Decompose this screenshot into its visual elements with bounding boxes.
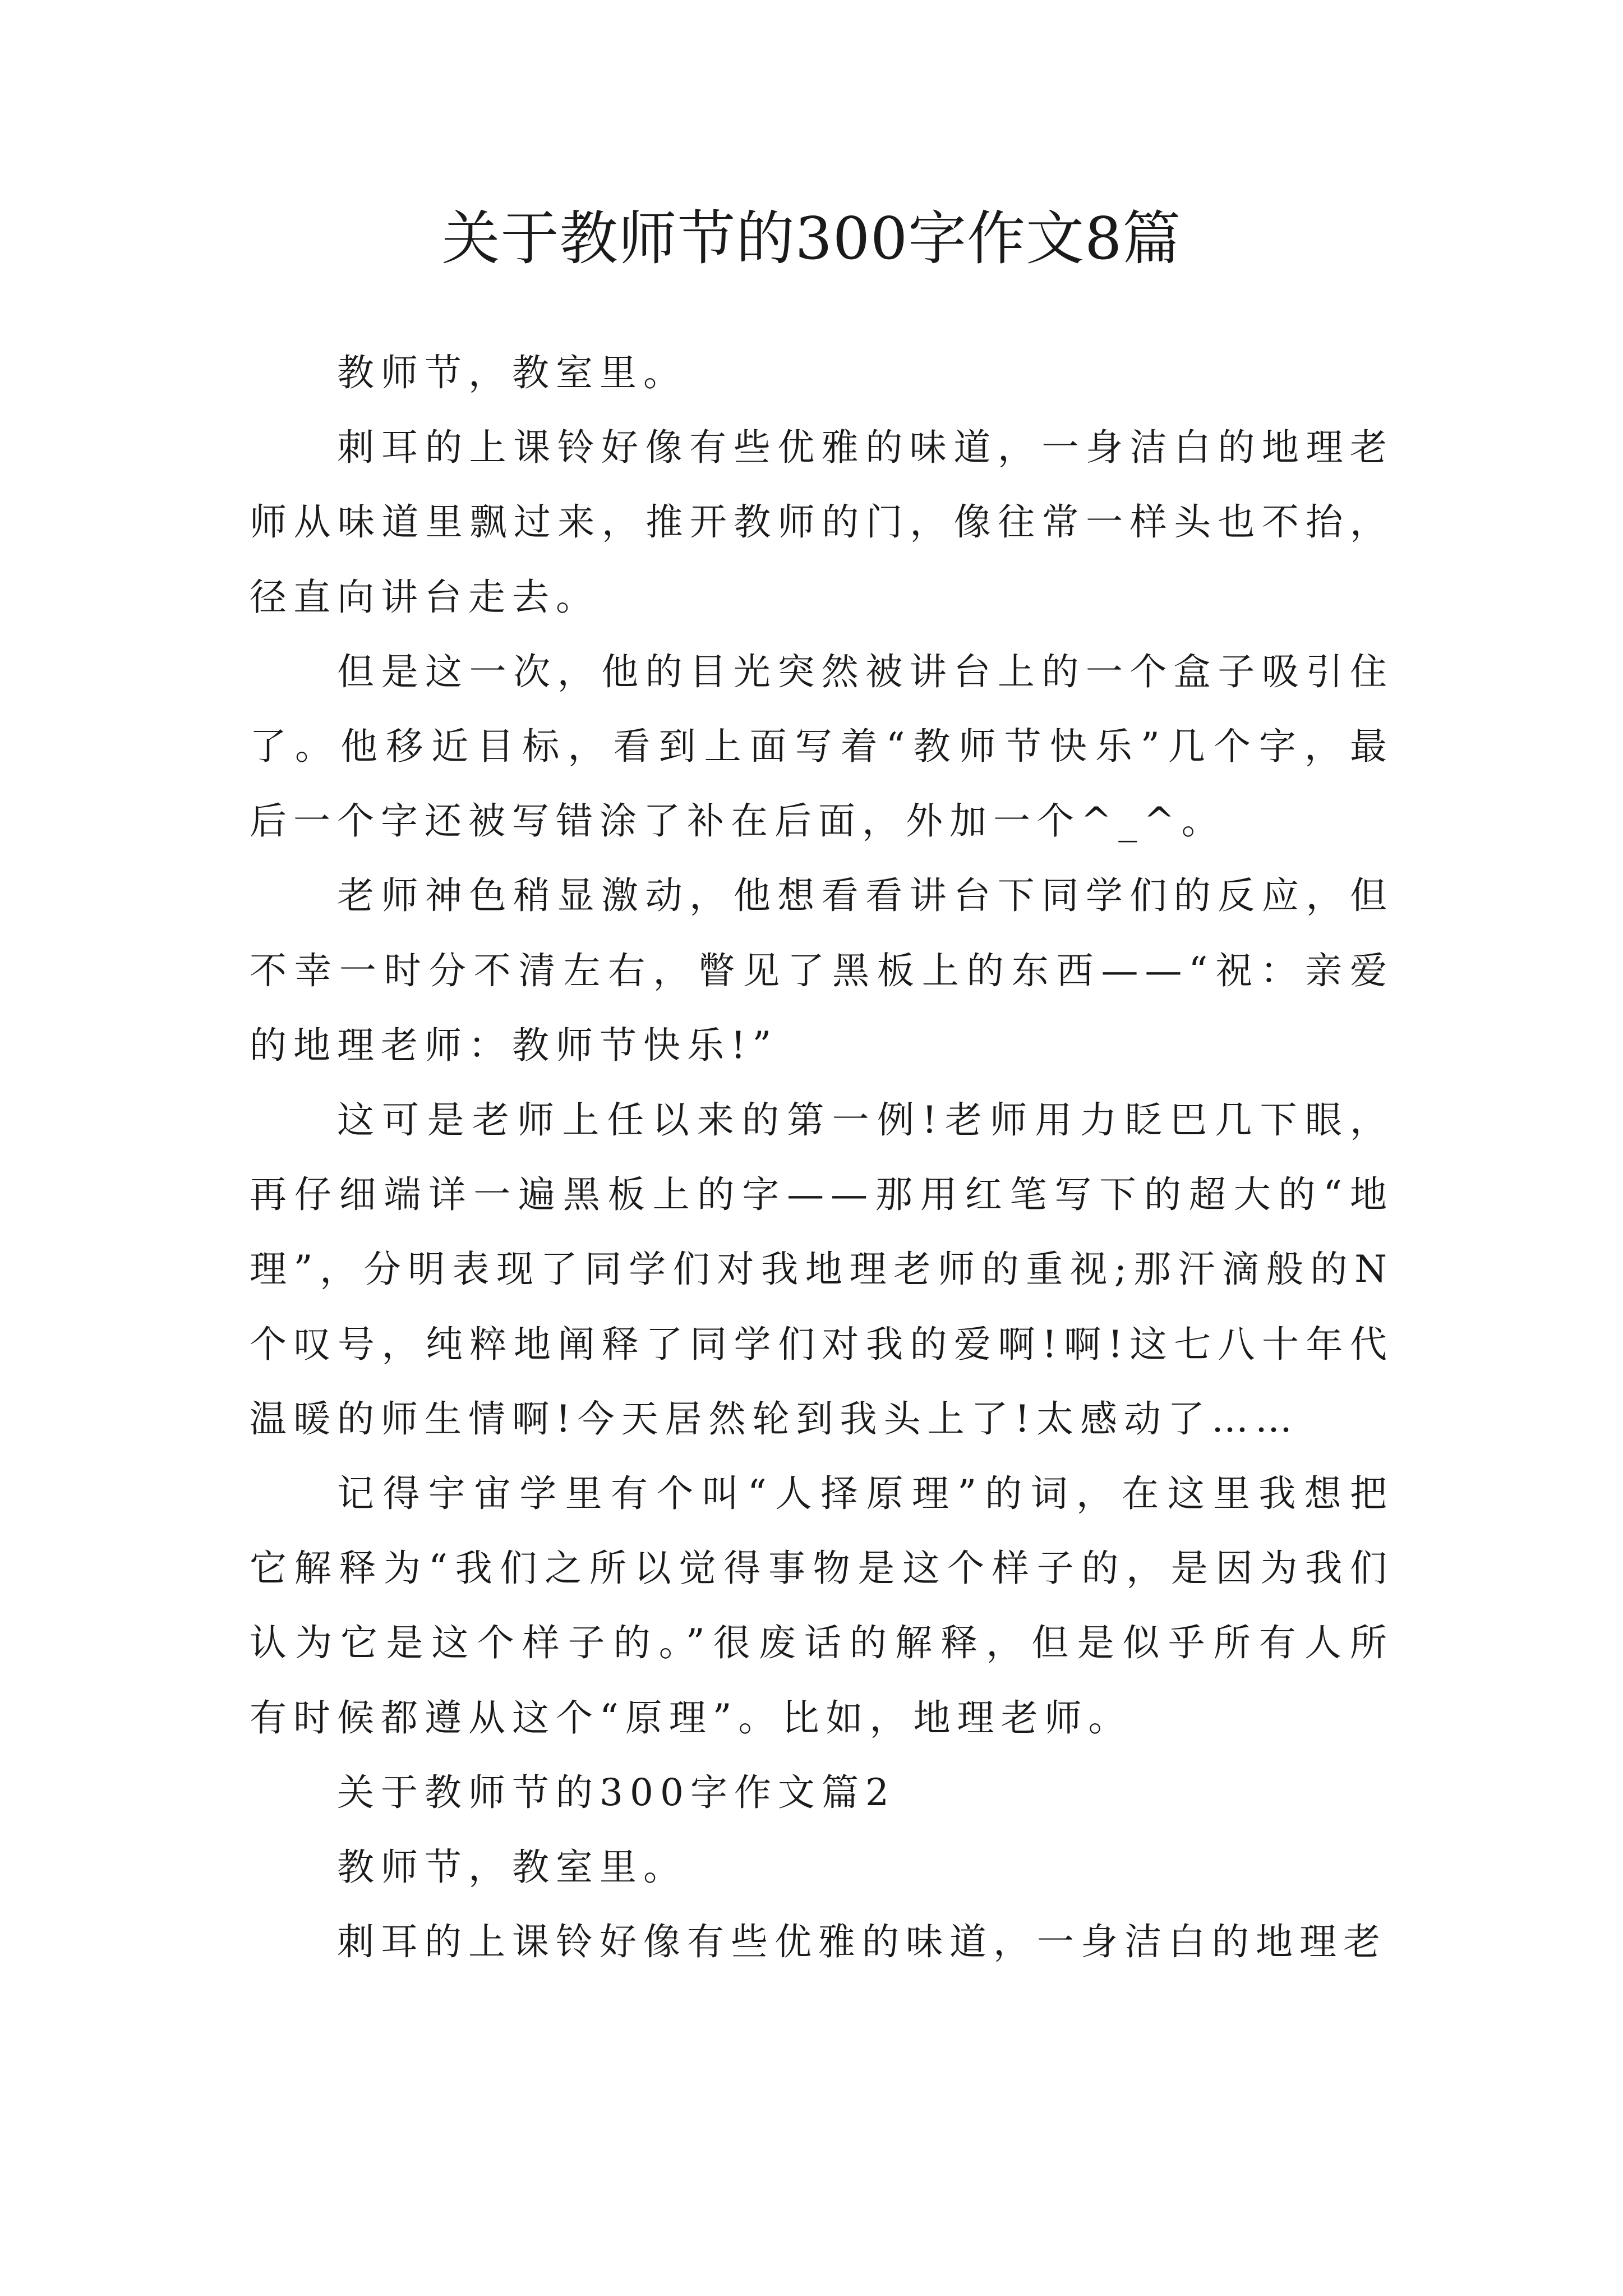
paragraph: 教师节，教室里。 <box>337 1846 687 1889</box>
paragraph: 但是这一次，他的目光突然被讲台上的一个盒子吸引住了。他移近目标，看到上面写着“教师节快乐”几个字，最后一个字还被写错涂了补在后面，外加一个^_^。 <box>250 650 1394 843</box>
document-body <box>250 335 1394 1979</box>
paragraph: 老师神色稍显激动，他想看看讲台下同学们的反应，但不幸一时分不清左右，瞥见了黑板上的东西——“祝：亲爱的地理老师：教师节快乐!” <box>250 874 1394 1067</box>
section-heading: 关于教师节的300字作文篇2 <box>337 1770 896 1814</box>
paragraph: 刺耳的上课铃好像有些优雅的味道，一身洁白的地理老师从味道里飘过来，推开教师的门，像往常一样头也不抬，径直向讲台走去。 <box>250 426 1394 619</box>
paragraph: 记得宇宙学里有个叫“人择原理”的词，在这里我想把它解释为“我们之所以觉得事物是这个样子的，是因为我们认为它是这个样子的。”很废话的解释，但是似乎所有人所有时候都遵从这个“原理”。比如，地理老师。 <box>250 1472 1394 1740</box>
paragraph: 教师节，教室里。 <box>337 351 687 394</box>
paragraph: 这可是老师上任以来的第一例!老师用力眨巴几下眼，再仔细端详一遍黑板上的字——那用红笔写下的超大的“地理”，分明表现了同学们对我地理老师的重视;那汗滴般的N个叹号，纯粹地阐释了同学们对我的爱啊!啊!这七八十年代温暖的师生情啊!今天居然轮到我头上了!太感动了…… <box>250 1098 1394 1441</box>
document-title: 关于教师节的300字作文8篇 <box>441 204 1182 273</box>
paragraph: 刺耳的上课铃好像有些优雅的味道，一身洁白的地理老 <box>337 1920 1387 1964</box>
